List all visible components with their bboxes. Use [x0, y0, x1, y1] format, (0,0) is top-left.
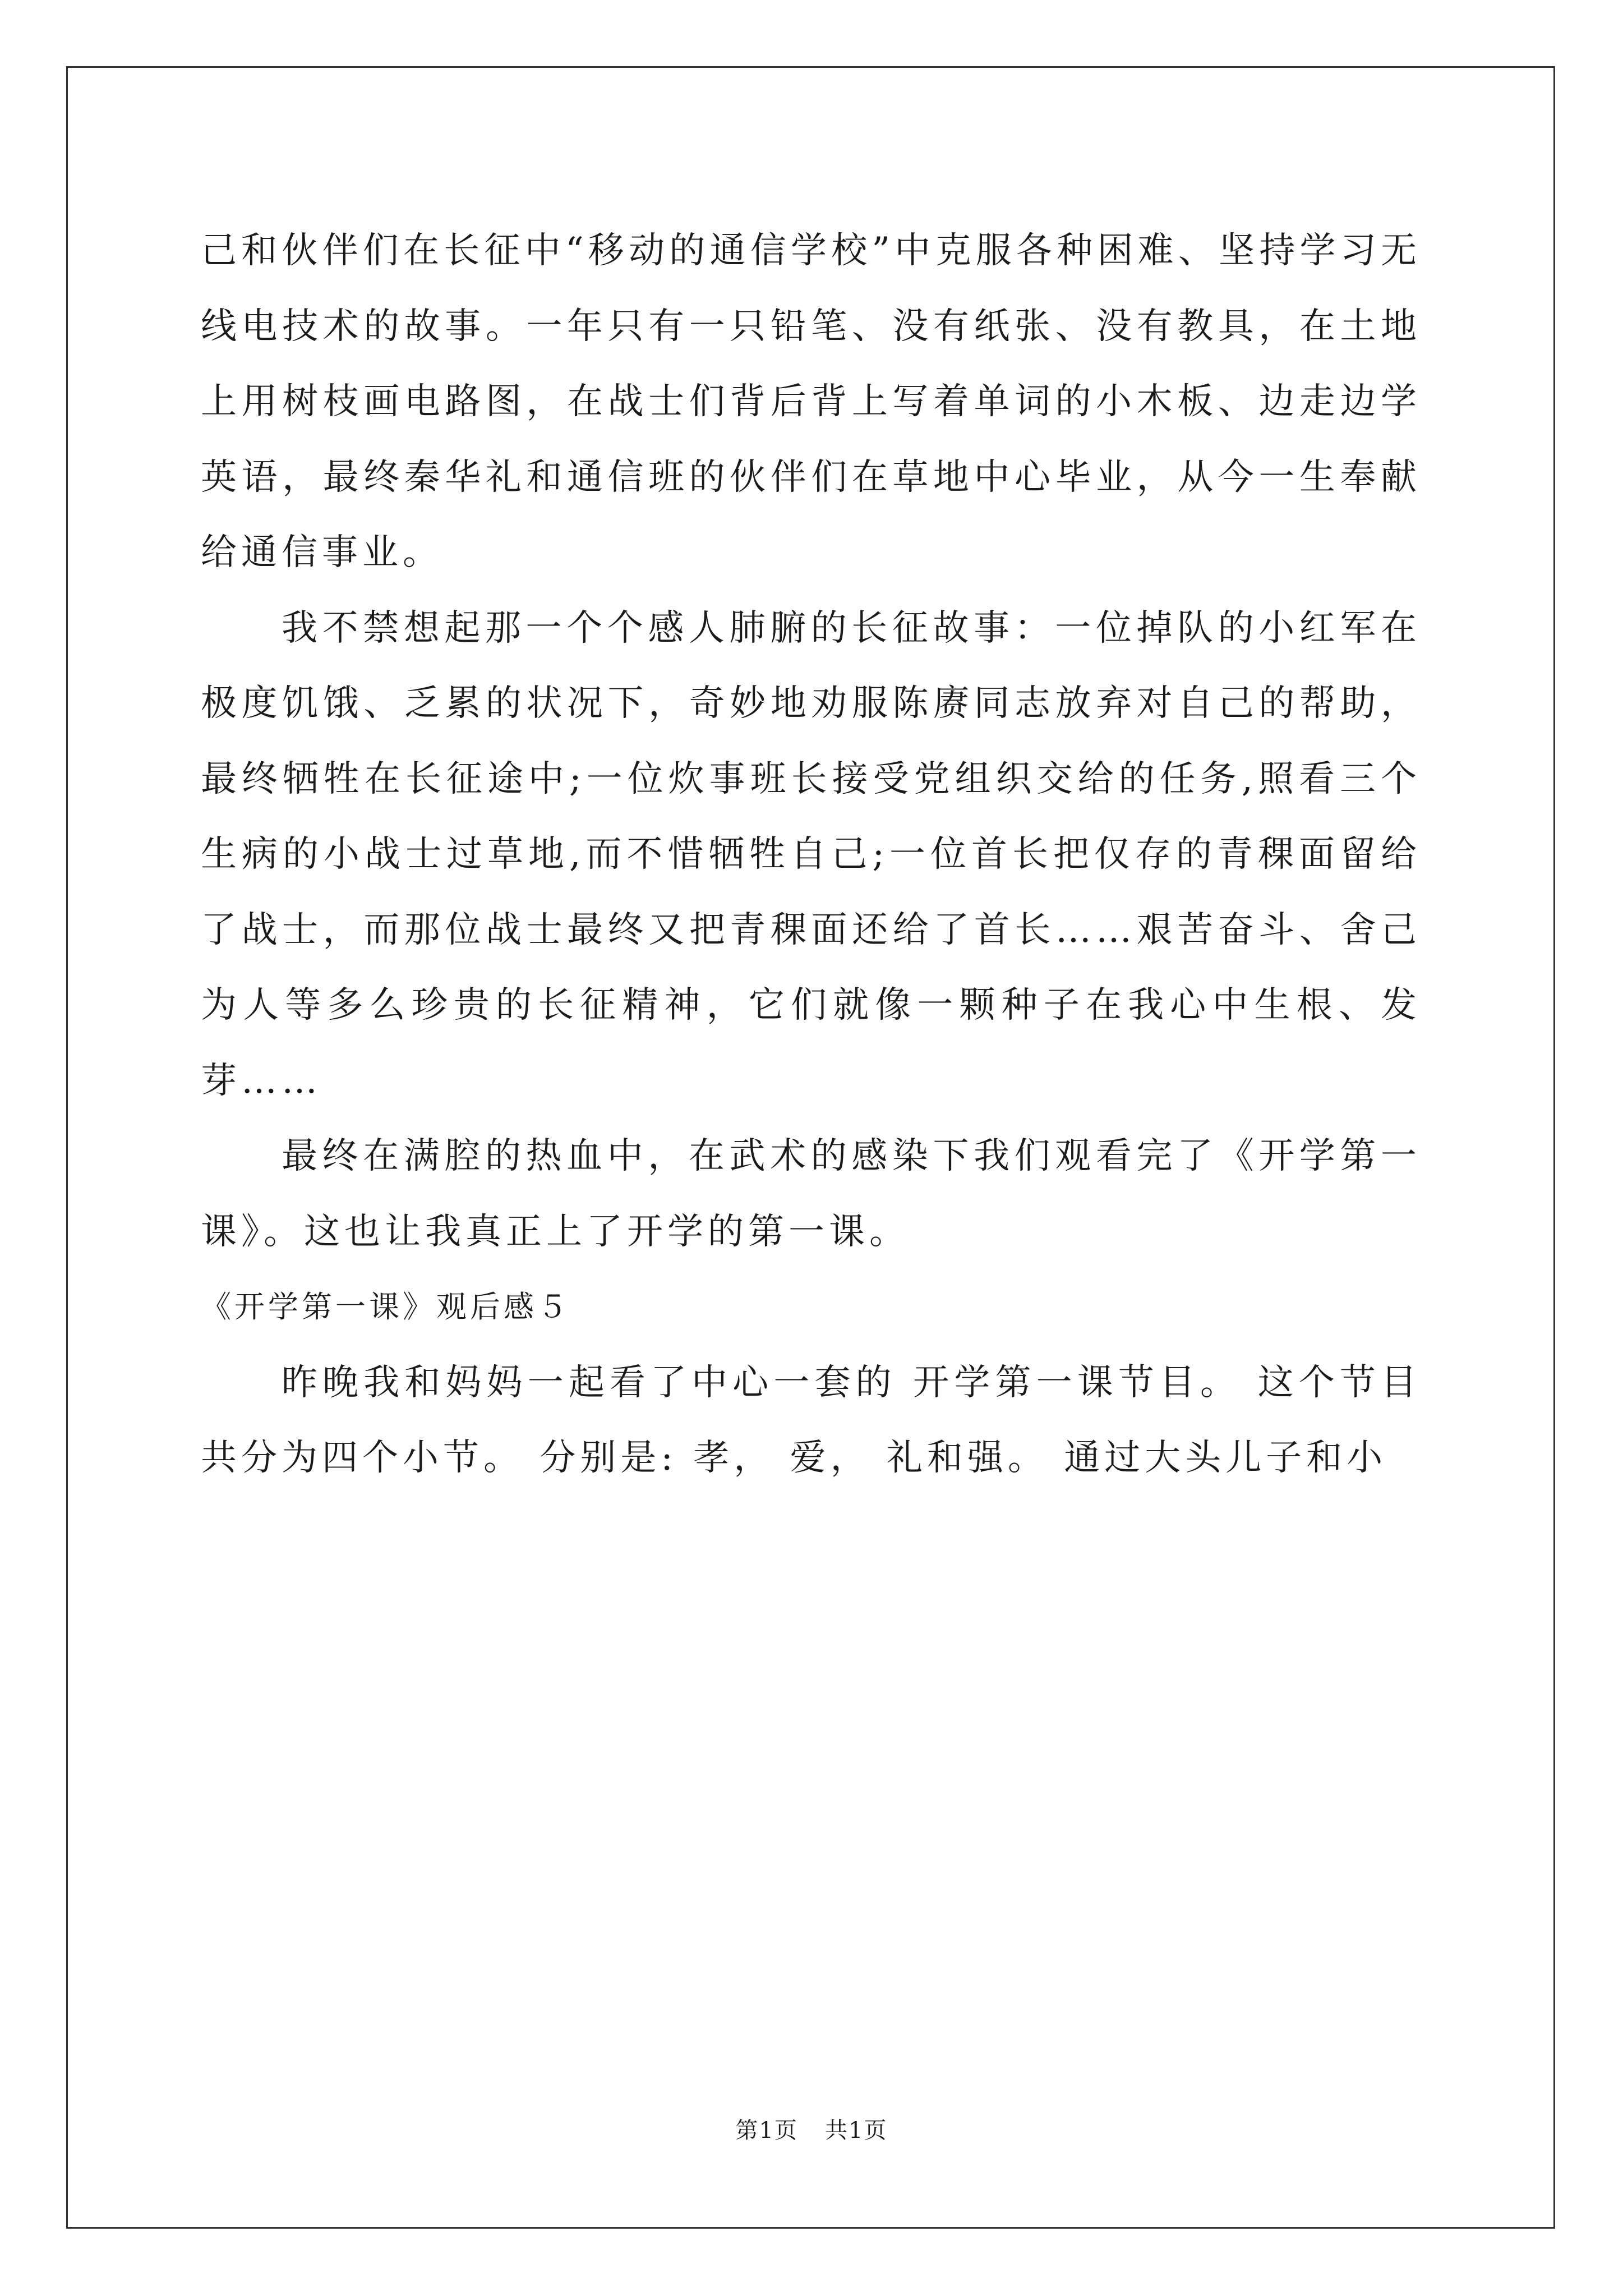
page-number: 第1页 [735, 2118, 798, 2143]
paragraph-2: 我不禁想起那一个个感人肺腑的长征故事：一位掉队的小红军在极度饥饿、乏累的状况下，奇妙地劝服陈赓同志放弃对自己的帮助，最终牺牲在长征途中;一位炊事班长接受党组织交给的任务,照看三个生病的小战士过草地,而不惜牺牲自己;一位首长把仅存的青稞面留给了战士，而那位战士最终又把青稞面还给了首长……艰苦奋斗、舍己为人等多么珍贵的长征精神，它们就像一颗种子在我心中生根、发芽…… [201, 607, 1421, 1102]
page-footer [0, 2114, 1623, 2147]
page-total: 共1页 [825, 2118, 888, 2143]
paragraph-3: 最终在满腔的热血中，在武术的感染下我们观看完了《开学第一课》。这也让我真正上了开学的第一课。 [201, 1135, 1421, 1253]
paragraph-4: 昨晚我和妈妈一起看了中心一套的 开学第一课节目。 这个节目共分为四个小节。 分别是: 孝， 爱， 礼和强。 通过大头儿子和小 [201, 1361, 1421, 1479]
paragraph-1: 己和伙伴们在长征中“移动的通信学校”中克服各种困难、坚持学习无线电技术的故事。一年只有一只铅笔、没有纸张、没有教具，在土地上用树枝画电路图，在战士们背后背上写着单词的小木板、边走边学英语，最终秦华礼和通信班的伙伴们在草地中心毕业，从今一生奉献给通信事业。 [201, 230, 1421, 573]
section-heading: 《开学第一课》观后感５ [201, 1289, 571, 1324]
document-body [201, 213, 1421, 1496]
